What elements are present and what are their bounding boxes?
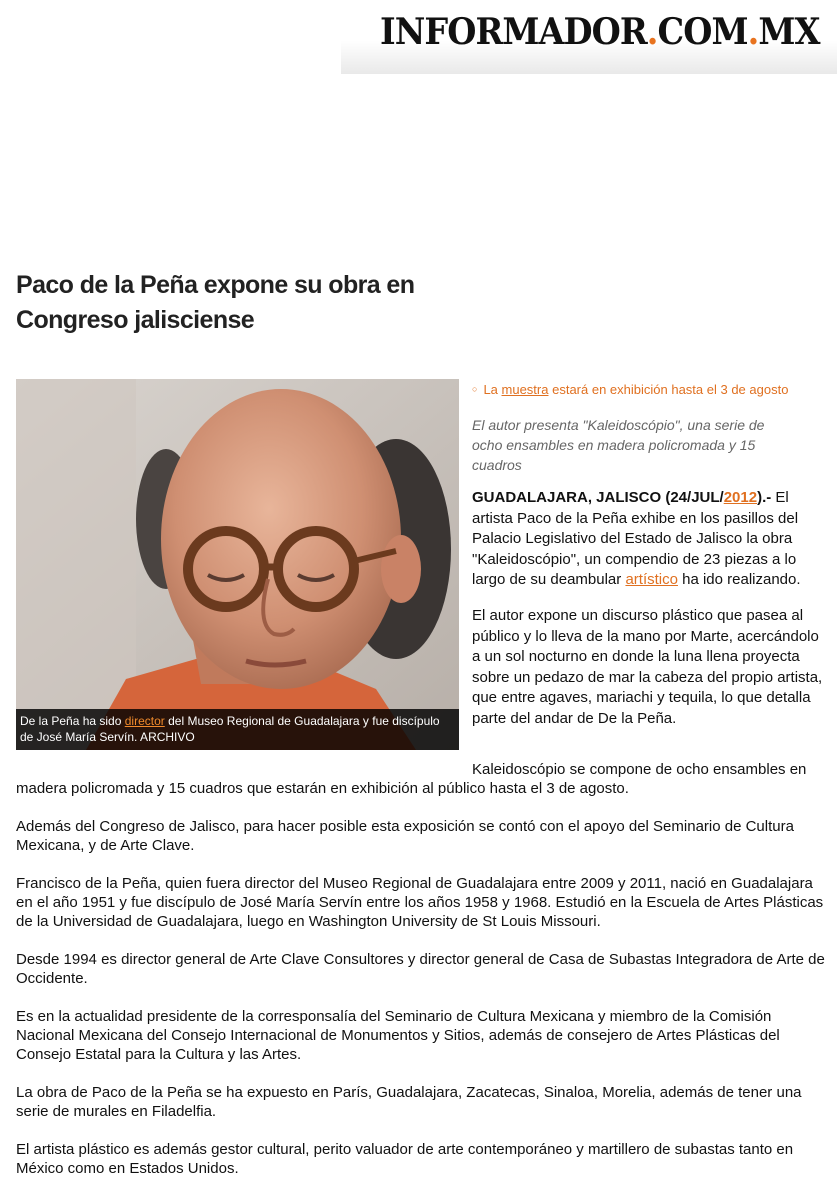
dateline-post: ).-: [757, 489, 772, 506]
site-logo[interactable]: [380, 11, 820, 53]
article-summary: El autor presenta "Kaleidoscópio", una serie de ocho ensambles en madera policromada y 15 cuadros: [472, 417, 765, 473]
caption-director-link[interactable]: director: [124, 714, 165, 728]
lead-artistico-link[interactable]: artístico: [625, 571, 678, 588]
article-body: [16, 760, 828, 1197]
bullet-circle-icon: ○: [472, 384, 478, 394]
article-paragraph: Francisco de la Peña, quien fuera director del Museo Regional de Guadalajara entre 2009 y 2011, nació en Guadalajara en el año 1951 y fue discípulo de José María Servín entre los años 1958 y 1968. Estudió en la Escuela de Artes Plásticas de la Universidad de Guadalajara, luego en Washington University de St Louis Missouri.: [16, 875, 824, 930]
article-paragraph: Desde 1994 es director general de Arte Clave Consultores y director general de Casa de Subastas Integradora de Arte de Occidente.: [16, 951, 825, 987]
logo-text-com: COM: [657, 11, 748, 53]
highlight-bullet: [472, 380, 832, 399]
article-paragraph: Es en la actualidad presidente de la corresponsalía del Seminario de Cultura Mexicana y miembro de la Comisión Nacional Mexicana del Consejo Internacional de Monumentos y Sitios, además de consejero de Artes Plásticas del Consejo Estatal para la Cultura y las Artes.: [16, 1008, 780, 1063]
dateline-year-link[interactable]: 2012: [723, 489, 758, 506]
bullet-muestra-link[interactable]: muestra: [501, 382, 549, 397]
portrait-illustration: [16, 379, 459, 750]
article-photo: [16, 379, 459, 750]
logo-dot: .: [646, 11, 658, 53]
logo-text-mx: MX: [758, 11, 820, 53]
dateline-pre: GUADALAJARA, JALISCO (24/JUL/: [472, 489, 724, 506]
bullet-text-pre: La: [483, 382, 502, 397]
logo-dot-2: .: [747, 11, 759, 53]
article-lead-paragraph: [472, 488, 824, 591]
lead-text-pre: El artista Paco de la Peña exhibe en los pasillos del Palacio Legislativo del Estado de Jalisco la obra "Kaleidoscópio", un compendio de 23 piezas a lo largo de su deambular: [472, 489, 799, 588]
caption-text-post: del Museo Regional de Guadalajara y fue discípulo de José María Servín. ARCHIVO: [20, 714, 440, 744]
caption-text-pre: De la Peña ha sido: [20, 714, 125, 728]
photo-caption: [16, 709, 459, 750]
article-headline: Paco de la Peña expone su obra en Congreso jalisciense: [16, 271, 415, 334]
bullet-text-post: estará en exhibición hasta el 3 de agosto: [548, 382, 789, 397]
article-paragraph: Kaleidoscópio se compone de ocho ensambles en madera policromada y 15 cuadros que estarán en exhibición al público hasta el 3 de agosto.: [16, 761, 807, 797]
article-paragraph: El artista plástico es además gestor cultural, perito valuador de arte contemporáneo y martillero de subastas tanto en México como en Estados Unidos.: [16, 1141, 794, 1177]
lead-text-post: ha ido realizando.: [677, 571, 801, 588]
article-paragraph: Además del Congreso de Jalisco, para hacer posible esta exposición se contó con el apoyo del Seminario de Cultura Mexicana, y de Arte Clave.: [16, 818, 794, 854]
dateline: [472, 489, 771, 506]
logo-text-main: INFORMADOR: [380, 11, 647, 53]
article-paragraph: La obra de Paco de la Peña se ha expuesto en París, Guadalajara, Zacatecas, Sinaloa, Morelia, además de tener una serie de murales en Filadelfia.: [16, 1084, 802, 1120]
article-paragraph-2: El autor expone un discurso plástico que pasea al público y lo lleva de la mano por Marte, acercándolo a un sol nocturno en donde la luna llena proyecta sobre un pedazo de mar la cabeza del propio artista, que entre agaves, mariachi y tequila, lo que detalla parte del andar de De la Peña.: [472, 607, 823, 727]
